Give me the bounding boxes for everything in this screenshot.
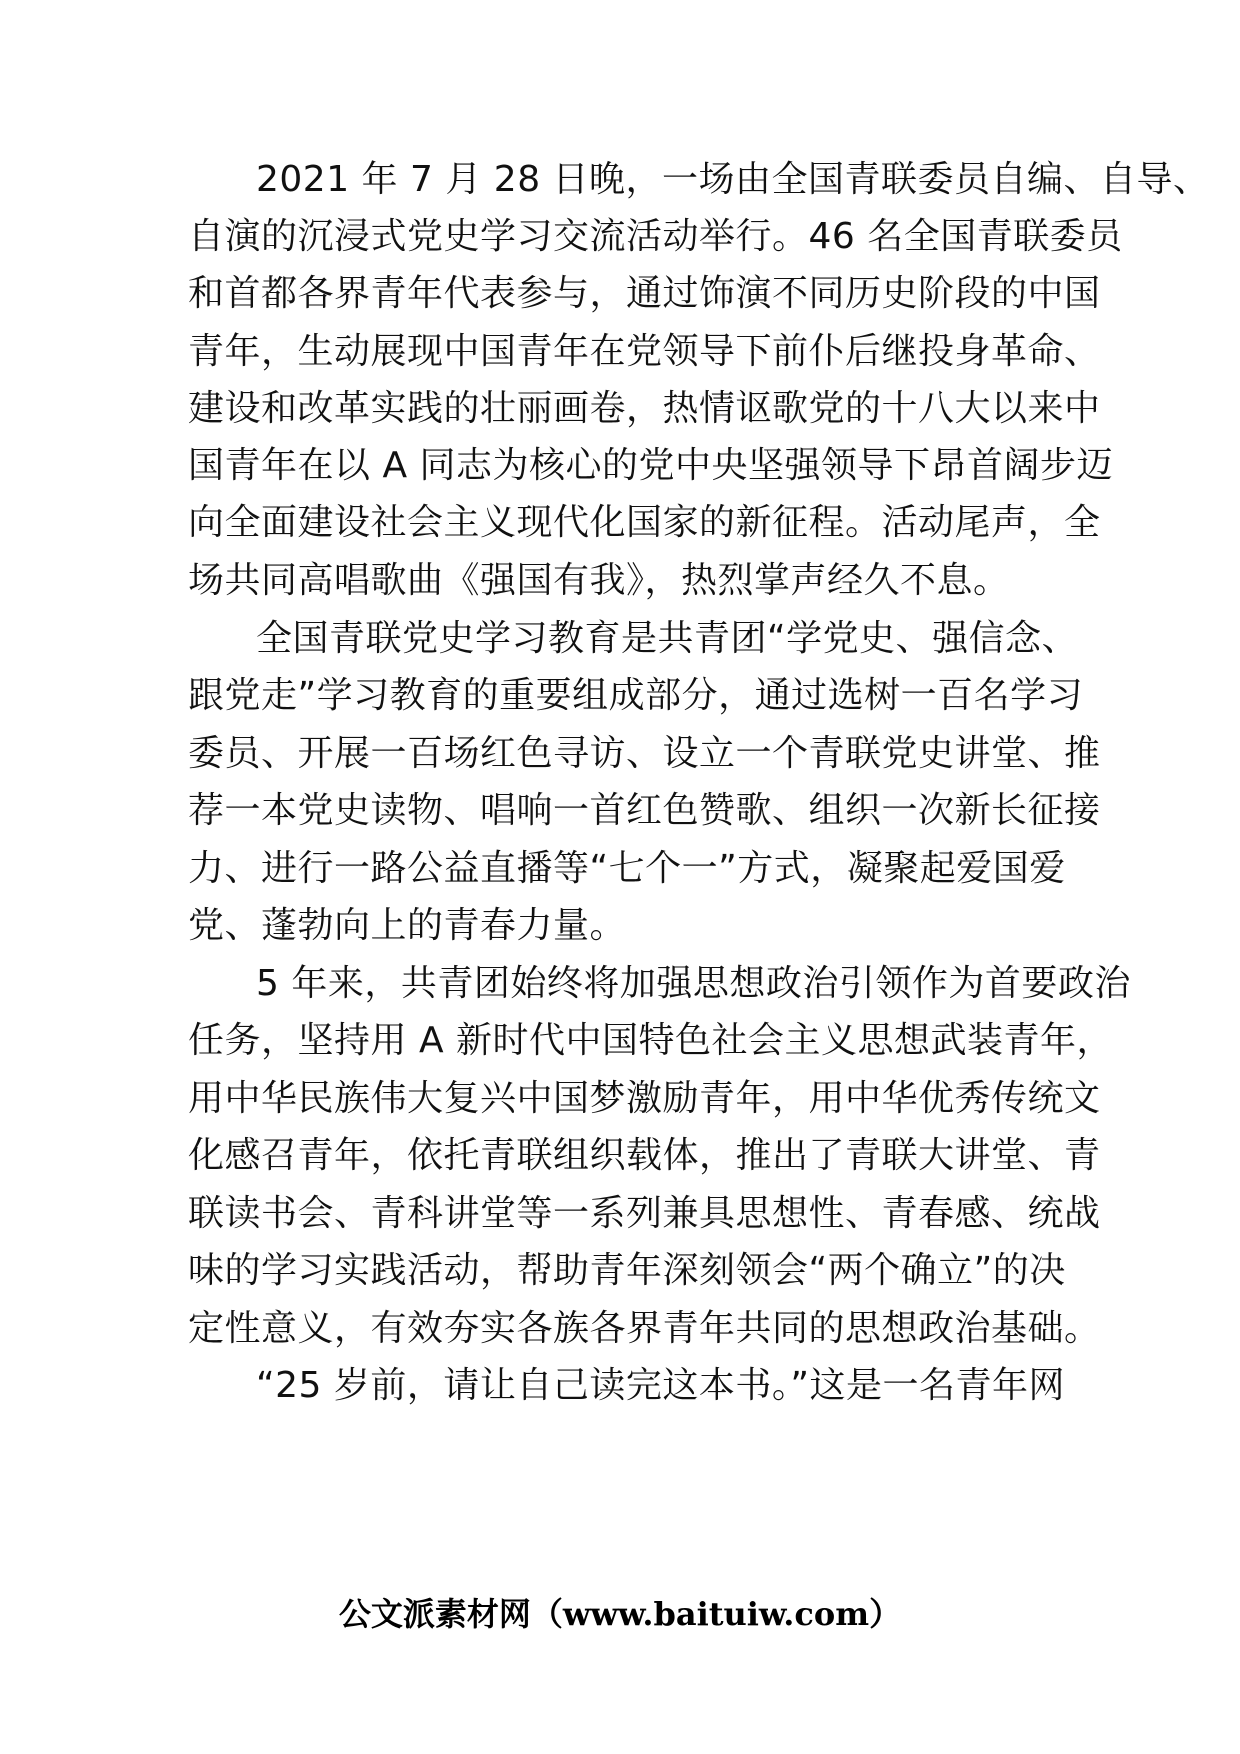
paragraph-2-line-2: 跟党走”学习教育的重要组成部分，通过选树一百名学习 xyxy=(188,675,1084,716)
paragraph-1-line-6: 国青年在以 A 同志为核心的党中央坚强领导下昂首阔步迈 xyxy=(188,445,1114,486)
paragraph-2-line-5: 力、进行一路公益直播等“七个一”方式，凝聚起爱国爱 xyxy=(188,848,1066,889)
paragraph-2-line-6: 党、蓬勃向上的青春力量。 xyxy=(188,905,627,946)
paragraph-3-line-4: 化感召青年，依托青联组织载体，推出了青联大讲堂、青 xyxy=(188,1135,1101,1176)
paragraph-3-line-1: 5 年来，共青团始终将加强思想政治引领作为首要政治 xyxy=(256,963,1131,1004)
footer-source: 公文派素材网（www.baituiw.com） xyxy=(338,1595,902,1633)
paragraph-1-line-5: 建设和改革实践的壮丽画卷，热情讴歌党的十八大以来中 xyxy=(188,388,1101,429)
paragraph-3-line-3: 用中华民族伟大复兴中国梦激励青年，用中华优秀传统文 xyxy=(188,1078,1101,1119)
paragraph-1-line-2: 自演的沉浸式党史学习交流活动举行。46 名全国青联委员 xyxy=(188,216,1123,257)
paragraph-4-line-1: “25 岁前，请让自己读完这本书。”这是一名青年网 xyxy=(256,1365,1066,1406)
paragraph-3-line-6: 味的学习实践活动，帮助青年深刻领会“两个确立”的决 xyxy=(188,1250,1066,1291)
paragraph-1-line-1: 2021 年 7 月 28 日晚，一场由全国青联委员自编、自导、 xyxy=(256,159,1210,200)
paragraph-1-line-8: 场共同高唱歌曲《强国有我》，热烈掌声经久不息。 xyxy=(188,560,1010,601)
paragraph-1-line-4: 青年，生动展现中国青年在党领导下前仆后继投身革命、 xyxy=(188,331,1101,372)
paragraph-3-line-5: 联读书会、青科讲堂等一系列兼具思想性、青春感、统战 xyxy=(188,1193,1101,1234)
paragraph-3-line-7: 定性意义，有效夯实各族各界青年共同的思想政治基础。 xyxy=(188,1308,1101,1349)
paragraph-3-line-2: 任务，坚持用 A 新时代中国特色社会主义思想武装青年， xyxy=(188,1020,1114,1061)
paragraph-1-line-7: 向全面建设社会主义现代化国家的新征程。活动尾声，全 xyxy=(188,502,1101,543)
paragraph-1-line-3: 和首都各界青年代表参与，通过饰演不同历史阶段的中国 xyxy=(188,273,1101,314)
paragraph-2-line-1: 全国青联党史学习教育是共青团“学党史、强信念、 xyxy=(256,618,1079,659)
paragraph-2-line-3: 委员、开展一百场红色寻访、设立一个青联党史讲堂、推 xyxy=(188,733,1101,774)
paragraph-2-line-4: 荐一本党史读物、唱响一首红色赞歌、组织一次新长征接 xyxy=(188,790,1101,831)
